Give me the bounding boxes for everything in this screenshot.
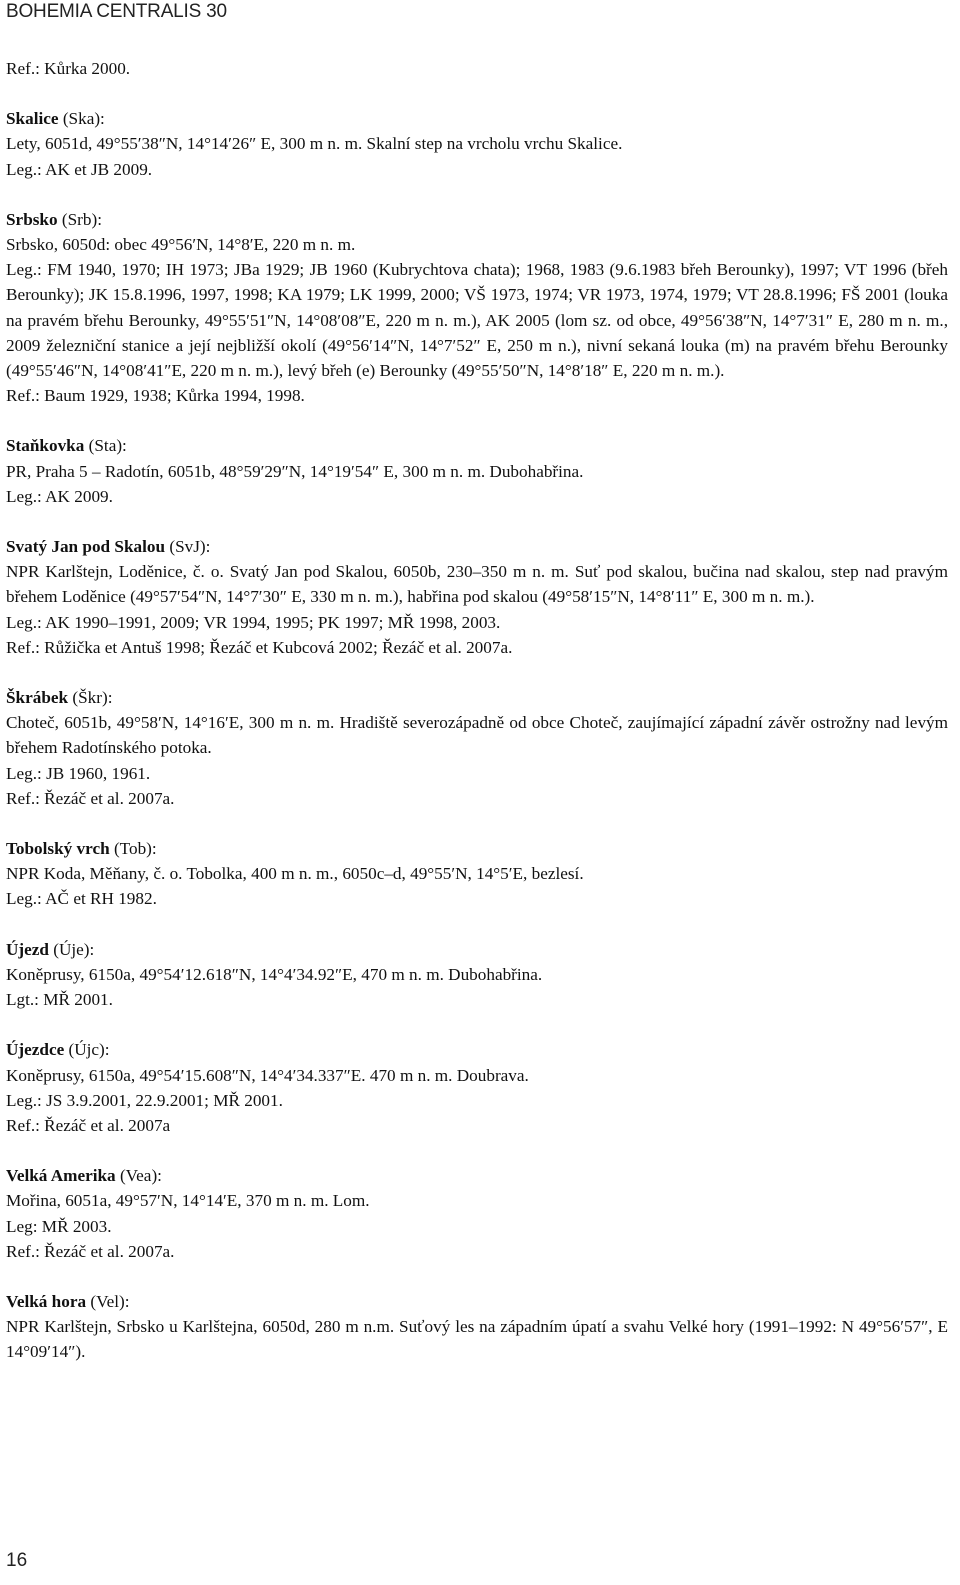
entry-line: Leg: MŘ 2003. <box>6 1216 112 1236</box>
entry-heading <box>6 1289 948 1314</box>
entry-heading <box>6 534 948 559</box>
page-number: 16 <box>6 1550 28 1571</box>
entry-abbr: (Vel): <box>86 1291 130 1311</box>
entry-line: Ref.: Baum 1929, 1938; Kůrka 1994, 1998. <box>6 386 305 406</box>
entry-name: Újezd <box>6 939 49 959</box>
entry-line: NPR Koda, Měňany, č. o. Tobolka, 400 m n. m., 6050c–d, 49°55′N, 14°5′E, bezlesí. <box>6 864 584 884</box>
entry-abbr: (Ska): <box>58 109 105 129</box>
entry-line: Leg.: JB 1960, 1961. <box>6 763 151 783</box>
entry-heading <box>6 1037 948 1062</box>
entry-abbr: (Újc): <box>64 1040 110 1060</box>
entry-line: Ref.: Řezáč et al. 2007a. <box>6 788 175 808</box>
entry-line: NPR Karlštejn, Srbsko u Karlštejna, 6050d, 280 m n.m. Suťový les na západním úpatí a svahu Velké hory (1991–1992: N 49°56′57″, E 14°09′14″). <box>6 1317 948 1362</box>
entry-line: Leg.: AK 2009. <box>6 486 113 506</box>
entry-line: NPR Karlštejn, Loděnice, č. o. Svatý Jan pod Skalou, 6050b, 230–350 m n. m. Suť pod skalou, bučina nad skalou, step nad pravým břehem Loděnice (49°57′54″N, 14°7′30″ E, 330 m n. m.), habřina pod skalou (49°58′15″N, 14°8′11″ E, 300 m n. m.). <box>6 562 948 607</box>
entry-line: Choteč, 6051b, 49°58′N, 14°16′E, 300 m n. m. Hradiště severozápadně od obce Choteč, zaujímající západní závěr ostrožny nad levým břehem Radotínského potoka. <box>6 713 948 758</box>
entry-heading <box>6 207 948 232</box>
entry-line: Mořina, 6051a, 49°57′N, 14°14′E, 370 m n. m. Lom. <box>6 1191 370 1211</box>
entry-abbr: (Srb): <box>57 209 102 229</box>
entry-name: Újezdce <box>6 1040 65 1060</box>
entry-heading <box>6 106 948 131</box>
entry-abbr: (Sta): <box>84 436 127 456</box>
entry-line: Ref.: Růžička et Antuš 1998; Řezáč et Kubcová 2002; Řezáč et al. 2007a. <box>6 637 513 657</box>
entry-name: Srbsko <box>6 209 58 229</box>
entry-line: Leg.: AK et JB 2009. <box>6 159 153 179</box>
entry-line: Lety, 6051d, 49°55′38″N, 14°14′26″ E, 300 m n. m. Skalní step na vrcholu vrchu Skalice. <box>6 134 623 154</box>
entry-line: Ref.: Řezáč et al. 2007a <box>6 1115 171 1135</box>
entry-line: Leg.: AČ et RH 1982. <box>6 889 157 909</box>
entry-abbr: (SvJ): <box>165 537 211 557</box>
entry-name: Skalice <box>6 109 59 129</box>
entry-name: Velká hora <box>6 1291 87 1311</box>
entry-name: Staňkovka <box>6 436 85 456</box>
running-header: BOHEMIA CENTRALIS 30 <box>6 1 227 22</box>
entry-heading <box>6 685 948 710</box>
entry-abbr: (Tob): <box>109 839 157 859</box>
entry-line: Koněprusy, 6150a, 49°54′12.618″N, 14°4′34.92″E, 470 m n. m. Dubohabřina. <box>6 964 543 984</box>
entry-heading <box>6 937 948 962</box>
entry-line: Lgt.: MŘ 2001. <box>6 990 113 1010</box>
entry-abbr: (Vea): <box>115 1166 162 1186</box>
entry-line: Ref.: Řezáč et al. 2007a. <box>6 1241 175 1261</box>
entry-heading <box>6 1163 948 1188</box>
entry-name: Tobolský vrch <box>6 839 110 859</box>
entry-line: PR, Praha 5 – Radotín, 6051b, 48°59′29″N, 14°19′54″ E, 300 m n. m. Dubohabřina. <box>6 461 584 481</box>
entry-line: Srbsko, 6050d: obec 49°56′N, 14°8′E, 220 m n. m. <box>6 235 356 255</box>
entry-line: Leg.: AK 1990–1991, 2009; VR 1994, 1995; PK 1997; MŘ 1998, 2003. <box>6 612 501 632</box>
document-body <box>6 56 948 1365</box>
entry-name: Škrábek <box>6 688 69 708</box>
entry-heading <box>6 836 948 861</box>
intro-reference: Ref.: Kůrka 2000. <box>6 59 131 78</box>
entry-name: Velká Amerika <box>6 1166 116 1186</box>
entry-abbr: (Úje): <box>48 939 95 959</box>
entry-line: Leg.: JS 3.9.2001, 22.9.2001; MŘ 2001. <box>6 1090 283 1110</box>
entry-line: Leg.: FM 1940, 1970; IH 1973; JBa 1929; JB 1960 (Kubrychtova chata); 1968, 1983 (9.6.1983 břeh Berounky), 1997; VT 1996 (břeh Berounky); JK 15.8.1996, 1997, 1998; KA 1979; LK 1999, 2000; VŠ 1973, 1974; VR 1973, 1974, 1979; VT 28.8.1996; FŠ 2001 (louka na pravém břehu Berounky, 49°55′51″N, 14°08′08″E, 220 m n. m.), AK 2005 (lom sz. od obce, 49°56′38″N, 14°7′31″ E, 280 m n. m., 2009 železniční stanice a její nejbližší okolí (49°56′14″N, 14°7′52″ E, 250 m n.), nivní sekaná louka (m) na pravém břehu Berounky (49°55′46″N, 14°08′41″E, 220 m n. m.), levý břeh (e) Berounky (49°55′50″N, 14°8′18″ E, 220 m n. m.). <box>6 260 948 381</box>
entry-line: Koněprusy, 6150a, 49°54′15.608″N, 14°4′34.337″E. 470 m n. m. Doubrava. <box>6 1065 529 1085</box>
entry-name: Svatý Jan pod Skalou <box>6 537 166 557</box>
entry-heading <box>6 433 948 458</box>
entry-abbr: (Škr): <box>68 688 113 708</box>
